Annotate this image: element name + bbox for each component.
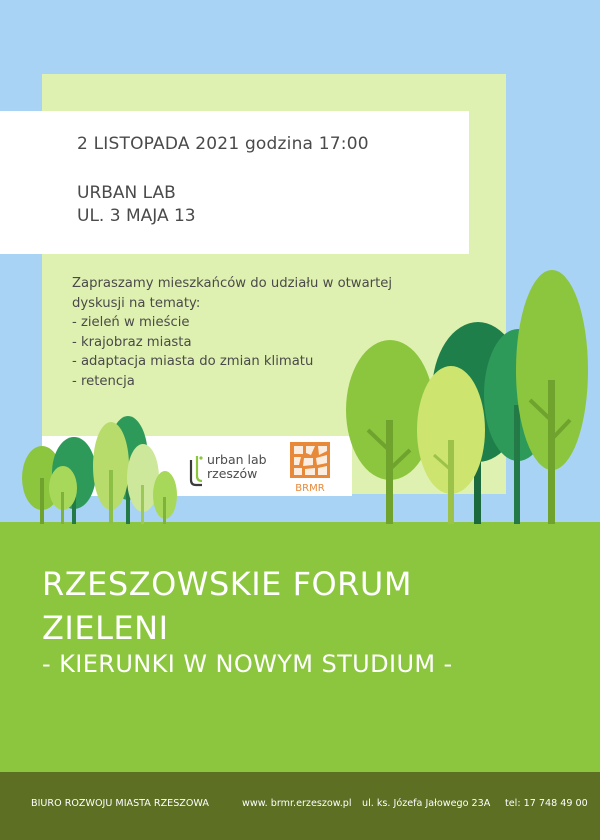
footer-phone: tel: 17 748 49 00 — [505, 798, 588, 809]
title-line-1: RZESZOWSKIE FORUM — [42, 565, 412, 603]
brmr-wordmark: BRMR — [295, 483, 325, 493]
footer-address: ul. ks. Józefa Jałowego 23A — [362, 798, 491, 809]
urban-lab-line2: rzeszów — [207, 466, 258, 481]
footer-org: BIURO ROZWOJU MIASTA RZESZOWA — [31, 798, 209, 809]
topic-item: - krajobraz miasta — [72, 334, 192, 350]
footer-website-link[interactable]: www. brmr.erzeszow.pl — [242, 798, 352, 809]
venue-name: URBAN LAB — [77, 183, 176, 203]
urban-lab-wordmark — [207, 453, 267, 481]
topics-list — [72, 313, 392, 391]
topic-item: - adaptacja miasta do zmian klimatu — [72, 354, 314, 369]
urban-lab-line1: urban lab — [207, 452, 267, 467]
title-line-2: ZIELENI — [42, 609, 169, 647]
event-date: 2 LISTOPADA 2021 godzina 17:00 — [77, 134, 369, 154]
event-venue — [77, 182, 196, 228]
topic-item: - retencja — [72, 373, 135, 389]
invitation-intro-1: Zapraszamy mieszkańców do udziału w otwartej — [72, 276, 393, 291]
forum-title — [42, 562, 412, 650]
invitation-intro-2: dyskusji na tematy: — [72, 295, 201, 311]
venue-address: UL. 3 MAJA 13 — [77, 206, 196, 226]
invitation-text — [72, 274, 392, 391]
event-box — [0, 111, 469, 254]
topic-item: - zieleń w mieście — [72, 315, 190, 330]
forum-subtitle: - KIERUNKI W NOWYM STUDIUM - — [42, 650, 453, 678]
brmr-logo-icon — [289, 441, 331, 493]
footer-bar — [0, 772, 600, 840]
